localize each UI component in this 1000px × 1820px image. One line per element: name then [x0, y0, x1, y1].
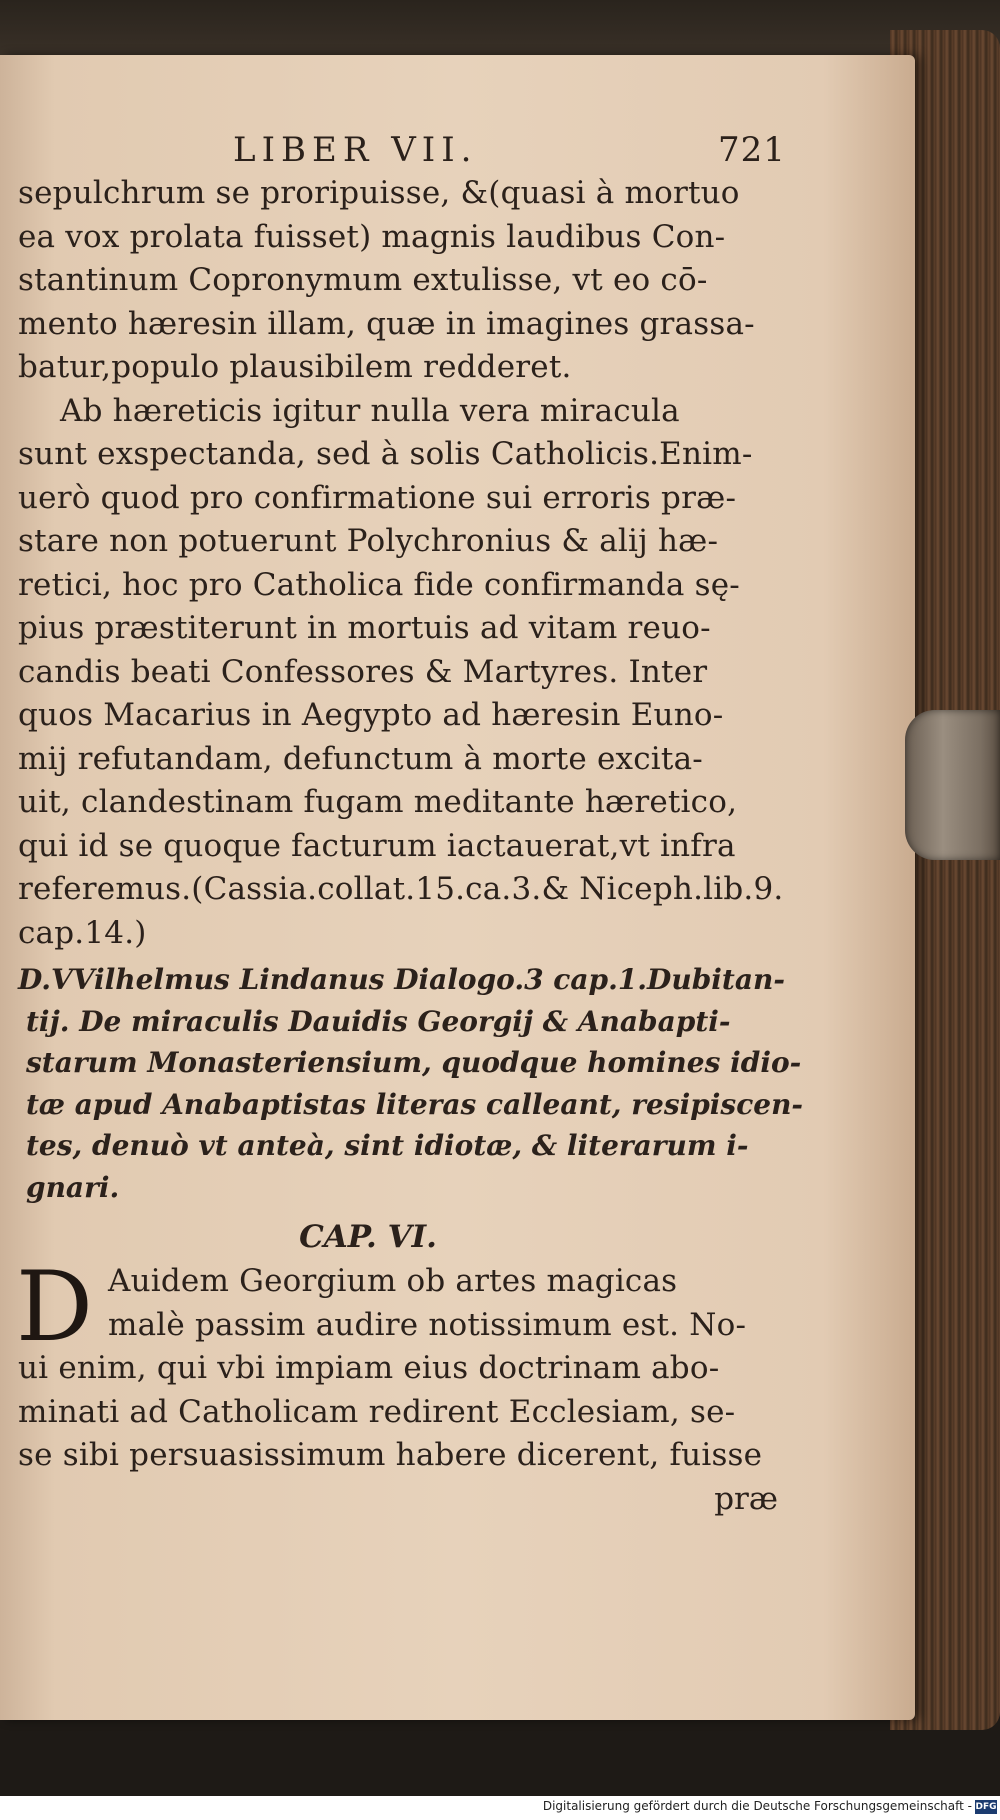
page-number: 721 [718, 130, 786, 170]
body-line: stantinum Copronymum extulisse, vt eo cō- [18, 262, 708, 298]
catchword: præ [714, 1480, 778, 1517]
drop-cap: D [16, 1251, 93, 1363]
chapter-text [16, 1251, 898, 1478]
chapter-line: se sibi persuasissimum habere dicerent, fuisse [18, 1437, 763, 1473]
body-line: ea vox prolata fuisset) magnis laudibus Con- [18, 218, 726, 255]
body-line: cap.14.) [18, 914, 147, 951]
body-line: candis beati Confessores & Martyres. Inter [18, 653, 708, 690]
body-line: pius præstiterunt in mortuis ad vitam reuo- [18, 610, 711, 646]
body-line: mento hæresin illam, quæ in imagines grassa- [18, 305, 755, 342]
funding-credit: Digitalisierung gefördert durch die Deutsche Forschungsgemeinschaft - [542, 1799, 972, 1813]
chapter-heading: CAP. VI. [299, 1219, 437, 1255]
running-title: LIBER VII. [233, 130, 478, 170]
chapter-line: Auidem Georgium ob artes magicas [108, 1263, 678, 1299]
body-line: sunt exspectanda, sed à solis Catholicis.Enim- [18, 436, 753, 472]
body-line: stare non potuerunt Polychronius & alij hæ- [18, 523, 719, 559]
note-line: tes, denuò vt anteà, sint idiotæ, & literarum i- [26, 1129, 749, 1162]
page-text [18, 130, 898, 1521]
note-line: tij. De miraculis Dauidis Georgij & Anabapti- [26, 1004, 731, 1038]
chapter-summary-note [18, 959, 898, 1208]
body-line: referemus.(Cassia.collat.15.ca.3.& Niceph.lib.9. [18, 871, 784, 907]
body-line: retici, hoc pro Catholica fide confirmanda sę- [18, 566, 740, 603]
note-line: starum Monasteriensium, quodque homines idio- [26, 1046, 802, 1079]
body-line: Ab hæreticis igitur nulla vera miracula [60, 392, 680, 429]
body-paragraphs [18, 172, 898, 955]
chapter-line: ui enim, qui vbi impiam eius doctrinam abo- [18, 1350, 720, 1386]
body-line: uit, clandestinam fugam meditante hæretico, [18, 784, 738, 820]
note-line: tæ apud Anabaptistas literas calleant, resipiscen- [26, 1087, 804, 1121]
body-line: uerò quod pro confirmatione sui erroris præ- [18, 479, 737, 516]
scan-background-top [0, 0, 1000, 60]
digitization-footer [0, 1796, 1000, 1820]
chapter-line: malè passim audire notissimum est. No- [108, 1306, 747, 1343]
body-line: sepulchrum se proripuisse, &(quasi à mortuo [18, 175, 740, 211]
note-line: D.VVilhelmus Lindanus Dialogo.3 cap.1.Dubitan- [18, 963, 785, 996]
note-line: gnari. [26, 1170, 120, 1204]
book-clasp [905, 710, 1000, 860]
body-line: qui id se quoque facturum iactauerat,vt infra [18, 827, 736, 864]
body-line: quos Macarius in Aegypto ad hæresin Euno- [18, 697, 724, 733]
chapter-line: minati ad Catholicam redirent Ecclesiam, se- [18, 1393, 736, 1430]
running-header [18, 130, 898, 172]
dfg-logo-icon: DFG [975, 1802, 997, 1812]
body-line: batur,populo plausibilem redderet. [18, 349, 572, 385]
body-line: mij refutandam, defunctum à morte excita- [18, 740, 703, 777]
